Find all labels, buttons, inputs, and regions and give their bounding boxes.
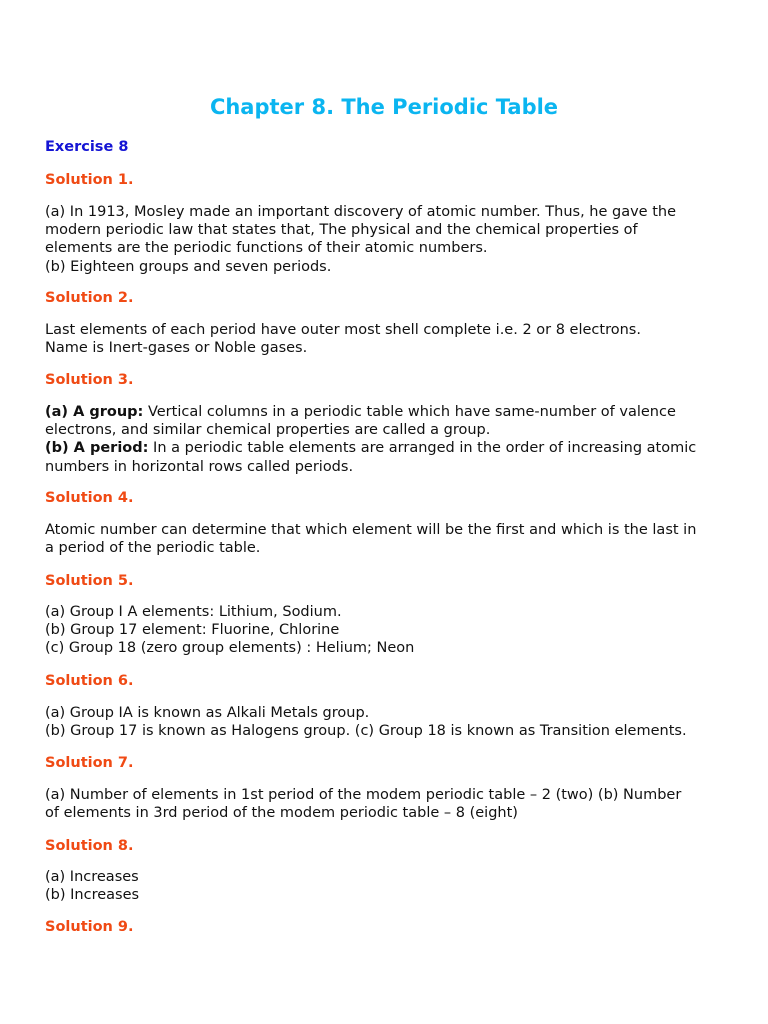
solution-2-line: Last elements of each period have outer most shell complete i.e. 2 or 8 electrons. [45, 322, 641, 338]
exercise-heading: Exercise 8 [45, 139, 129, 155]
solution-2-text [45, 321, 735, 357]
group-label: (a) A group: [45, 404, 144, 420]
solution-6-line: (b) Group 17 is known as Halogens group. (c) Group 18 is known as Transition elements. [45, 723, 687, 740]
solution-3-heading: Solution 3. [45, 372, 134, 388]
solution-1-line: (b) Eighteen groups and seven periods. [45, 258, 332, 275]
solution-1-heading: Solution 1. [45, 172, 134, 188]
solution-7-line: of elements in 3rd period of the modem periodic table – 8 (eight) [45, 805, 518, 822]
solution-5-line: (a) Group I A elements: Lithium, Sodium. [45, 604, 342, 620]
period-text-continued: numbers in horizontal rows called periods. [45, 458, 354, 475]
solution-8-line: (b) Increases [45, 887, 140, 904]
solution-4-text [45, 521, 735, 557]
solution-5-line: (c) Group 18 (zero group elements) : Helium; Neon [45, 640, 415, 657]
group-definition-line [45, 403, 735, 421]
period-text: In a periodic table elements are arranged in the order of increasing atomic [148, 440, 697, 457]
solution-3-text [45, 403, 735, 476]
solution-4-line: a period of the periodic table. [45, 540, 261, 557]
solution-2-heading: Solution 2. [45, 290, 134, 306]
solution-5-text [45, 603, 735, 658]
solution-7-line: (a) Number of elements in 1st period of the modem periodic table – 2 (two) (b) Number [45, 787, 682, 803]
solution-6-text [45, 704, 735, 740]
solution-6-line: (a) Group IA is known as Alkali Metals group. [45, 705, 370, 721]
solution-8-line: (a) Increases [45, 869, 139, 885]
period-definition-line [45, 439, 735, 457]
chapter-title: Chapter 8. The Periodic Table [209, 95, 559, 119]
solution-1-line: (a) In 1913, Mosley made an important discovery of atomic number. Thus, he gave the [45, 204, 677, 220]
solution-7-heading: Solution 7. [45, 755, 134, 771]
solution-4-line: Atomic number can determine that which element will be the first and which is the last in [45, 522, 697, 538]
period-label: (b) A period: [45, 440, 149, 457]
solution-7-text [45, 786, 735, 822]
solution-8-text [45, 868, 735, 904]
group-text: Vertical columns in a periodic table which have same-number of valence [143, 404, 676, 420]
solution-9-heading: Solution 9. [45, 919, 134, 935]
solution-5-heading: Solution 5. [45, 573, 134, 589]
group-text-continued: electrons, and similar chemical properties are called a group. [45, 422, 491, 439]
solution-8-heading: Solution 8. [45, 838, 134, 854]
solution-2-line: Name is Inert-gases or Noble gases. [45, 340, 308, 357]
solution-1-line: elements are the periodic functions of their atomic numbers. [45, 240, 488, 257]
solution-4-heading: Solution 4. [45, 490, 134, 506]
solution-1-text [45, 203, 735, 276]
solution-5-line: (b) Group 17 element: Fluorine, Chlorine [45, 622, 340, 639]
solution-1-line: modern periodic law that states that, The physical and the chemical properties of [45, 222, 638, 239]
solution-6-heading: Solution 6. [45, 673, 134, 689]
